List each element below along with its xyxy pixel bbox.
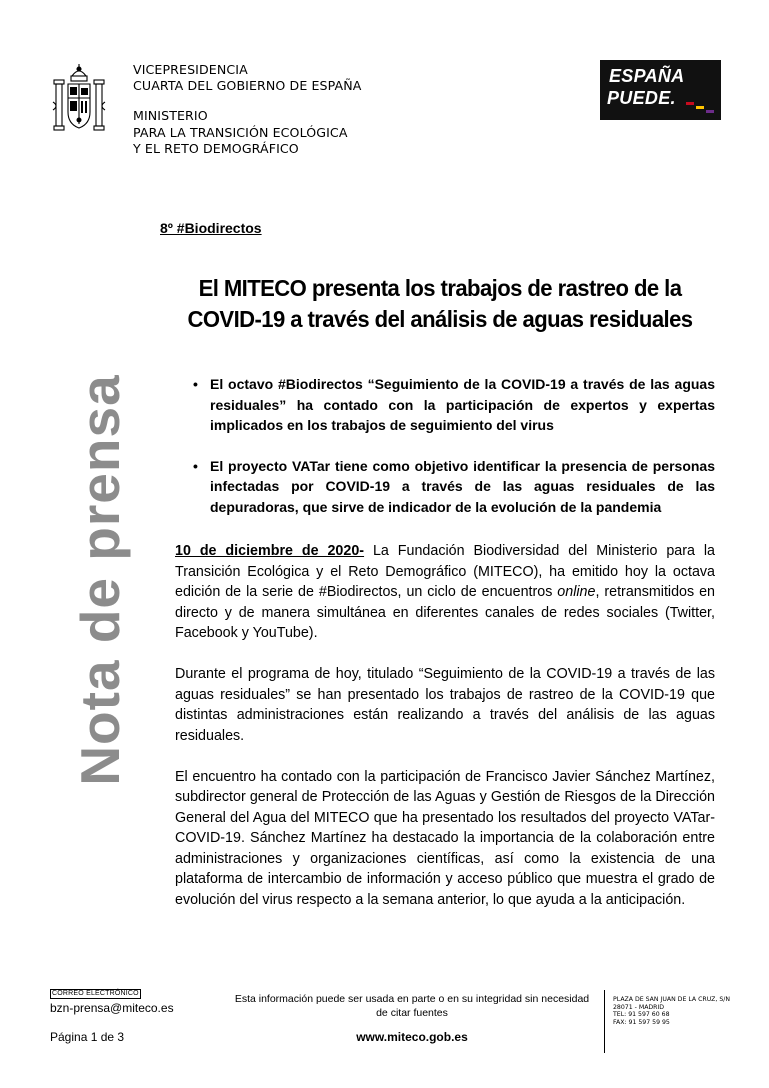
logo-bar-red [686, 102, 694, 105]
title-line: El MITECO presenta los trabajos de rastreo de la [198, 275, 682, 301]
bullet-text: El octavo #Biodirectos “Seguimiento de la COVID-19 a través de las aguas residuales” ha contado con la participación de expertos y expertas implicados en los trabajos de seguimiento del virus [210, 376, 715, 433]
ministry-line: MINISTERIO [133, 108, 208, 124]
article-body [175, 541, 715, 931]
address-block [613, 996, 730, 1026]
bullet-text: El proyecto VATar tiene como objetivo identificar la presencia de personas infectadas por COVID-19 a través de las aguas residuales de las depuradoras, que sirve de indicador de la evolución de la pandemia [210, 457, 715, 515]
list-item [185, 456, 715, 518]
address-line: 28071 - MADRID [613, 1003, 665, 1011]
side-title-text: Nota de prensa [69, 374, 131, 786]
dateline: 10 de diciembre de 2020- [175, 543, 365, 559]
paragraph: El encuentro ha contado con la participación de Francisco Javier Sánchez Martínez, subdirector general de Protección de las Aguas y Gestión de Riesgos de la Dirección General del Agua del MITECO que ha presentado los resultados del proyecto VATar-COVID-19. Sánchez Martínez ha destacado la importancia de la colaboración entre administraciones y organizaciones científicas, así como la existencia de una plataforma de intercambio de información y acceso público que muestra el grado de evolución del virus respecto a la semana anterior, lo que ayuda a la anticipación. [175, 768, 715, 908]
logo-line-1: ESPAÑA [609, 66, 685, 86]
usage-note: Esta información puede ser usada en parte o en su integridad sin necesidad de citar fuentes [234, 993, 590, 1019]
logo-bar-yellow [696, 106, 704, 109]
page-title [171, 273, 709, 335]
bullet-icon: • [193, 457, 198, 474]
page-number: Página 1 de 3 [50, 1030, 125, 1044]
bullet-icon: • [193, 376, 198, 392]
title-line: COVID-19 a través del análisis de aguas residuales [187, 306, 693, 332]
espana-puede-logo [600, 60, 721, 120]
paragraph: Durante el programa de hoy, titulado “Seguimiento de la COVID-19 a través de las aguas residuales” se han presentado los trabajos de rastreo de la COVID-19 que distintas administraciones están realizando a través del análisis de las aguas residuales. [175, 666, 715, 744]
highlights-list [185, 374, 715, 537]
email-label: CORREO ELECTRÓNICO [52, 990, 139, 997]
website-link[interactable]: www.miteco.gob.es [356, 1030, 468, 1044]
hashtag-label: 8º #Biodirectos [160, 220, 262, 236]
ministry-line: Y EL RETO DEMOGRÁFICO [133, 140, 299, 156]
address-line: FAX: 91 597 59 95 [613, 1018, 670, 1026]
ministry-name [133, 62, 362, 157]
list-item [185, 374, 715, 436]
logo-bar-purple [706, 110, 714, 113]
ministry-line: VICEPRESIDENCIA [133, 62, 248, 77]
contact-email[interactable]: bzn-prensa@miteco.es [50, 1001, 174, 1015]
ministry-line: CUARTA DEL GOBIERNO DE ESPAÑA [133, 78, 362, 94]
address-line: TEL: 91 597 60 68 [613, 1011, 670, 1019]
ministry-line: PARA LA TRANSICIÓN ECOLÓGICA [133, 124, 348, 140]
coat-of-arms-logo [50, 62, 108, 140]
footer-divider [604, 990, 605, 1053]
logo-line-2: PUEDE. [607, 88, 676, 108]
address-line: PLAZA DE SAN JUAN DE LA CRUZ, S/N [613, 996, 730, 1003]
paragraph: 10 de diciembre de 2020- La Fundación Biodiversidad del Ministerio para la Transición Ecológica y el Reto Demográfico (MITECO), ha emitido hoy la octava edición de la serie de #Biodirectos, un ciclo de encuentros online, retransmitidos en directo y de manera simultánea en diferentes canales de redes sociales (Twitter, Facebook y YouTube). [175, 543, 715, 641]
